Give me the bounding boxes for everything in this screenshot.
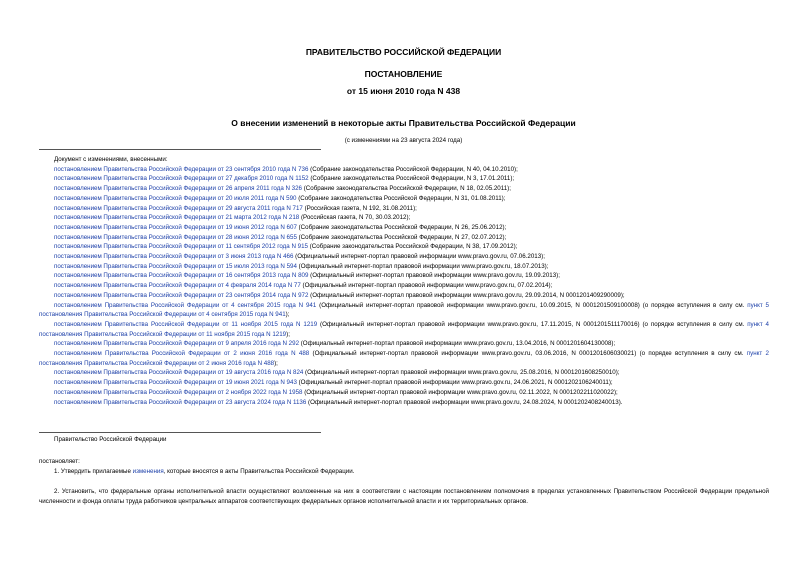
publication-note: (Российская газета, N 192, 31.08.2011); bbox=[302, 204, 417, 212]
document-revision-note: (с изменениями на 23 августа 2024 года) bbox=[344, 137, 463, 144]
publication-note: (Собрание законодательства Российской Федерации, N 38, 17.09.2012); bbox=[307, 243, 518, 251]
entry-tail: ); bbox=[285, 311, 290, 319]
change-entry bbox=[39, 252, 769, 262]
change-entry bbox=[39, 233, 769, 243]
amending-decree-link[interactable]: постановлением Правительства Российской Федерации от 27 декабря 2010 года N 1152 bbox=[54, 175, 309, 183]
amending-decree-link[interactable]: постановлением Правительства Российской Федерации от 4 сентября 2015 года N 941 bbox=[54, 301, 317, 309]
change-entry bbox=[39, 339, 769, 349]
publication-note: (Российская газета, N 70, 30.03.2012); bbox=[299, 214, 411, 222]
amending-decree-link[interactable]: постановлением Правительства Российской Федерации от 20 июля 2011 года N 590 bbox=[54, 194, 297, 202]
amending-decree-link[interactable]: постановлением Правительства Российской Федерации от 23 сентября 2014 года N 972 bbox=[54, 291, 309, 299]
publication-note: (Официальный интернет-портал правовой информации www.pravo.gov.ru, 24.06.2021, N 0001202106240011); bbox=[296, 379, 613, 387]
change-entry bbox=[39, 320, 769, 339]
publication-note: (Собрание законодательства Российской Федерации, N 31, 01.08.2011); bbox=[296, 194, 506, 202]
amending-decree-link[interactable]: постановлением Правительства Российской Федерации от 9 апреля 2016 года N 292 bbox=[54, 340, 300, 348]
paragraph-1-post: , которые вносятся в акты Правительства Российской Федерации. bbox=[163, 468, 355, 475]
change-entry bbox=[39, 262, 769, 272]
publication-note: (Собрание законодательства Российской Федерации, N 26, 25.06.2012); bbox=[296, 223, 507, 231]
entry-tail: ); bbox=[286, 330, 290, 338]
change-entry bbox=[39, 242, 769, 252]
paragraph-1-pre: 1. Утвердить прилагаемые bbox=[54, 468, 133, 475]
publication-note: (Официальный интернет-портал правовой информации www.pravo.gov.ru, 02.11.2022, N 0001202211020022); bbox=[302, 388, 618, 396]
change-entry bbox=[39, 213, 769, 223]
effective-date-link[interactable]: пункт 4 постановления Правительства Российской Федерации от 11 ноября 2015 года N 1219 bbox=[39, 320, 769, 338]
amending-decree-link[interactable]: постановлением Правительства Российской Федерации от 26 апреля 2011 года N 326 bbox=[54, 185, 302, 193]
change-entry bbox=[39, 388, 769, 398]
change-entry bbox=[39, 368, 769, 378]
change-history-list bbox=[39, 165, 769, 408]
change-entry bbox=[39, 398, 769, 408]
change-entry bbox=[39, 223, 769, 233]
top-divider bbox=[39, 149, 321, 150]
amending-decree-link[interactable]: постановлением Правительства Российской Федерации от 19 июня 2012 года N 607 bbox=[54, 223, 297, 231]
publication-note: (Собрание законодательства Российской Федерации, N 27, 02.07.2012); bbox=[296, 233, 507, 241]
publication-note: (Официальный интернет-портал правовой информации www.pravo.gov.ru, 13.04.2016, N 0001201604130008); bbox=[299, 340, 616, 348]
amending-decree-link[interactable]: постановлением Правительства Российской Федерации от 29 августа 2011 года N 717 bbox=[54, 204, 303, 212]
amending-decree-link[interactable]: постановлением Правительства Российской Федерации от 2 ноября 2022 года N 1958 bbox=[54, 388, 303, 396]
changes-link[interactable]: изменения bbox=[132, 468, 164, 475]
amending-decree-link[interactable]: постановлением Правительства Российской Федерации от 15 июля 2013 года N 594 bbox=[54, 262, 297, 270]
change-entry bbox=[39, 301, 769, 320]
bottom-divider bbox=[39, 432, 321, 433]
publication-note: (Собрание законодательства Российской Федерации, N 18, 02.05.2011); bbox=[302, 185, 511, 193]
change-entry bbox=[39, 184, 769, 194]
document-title: О внесении изменений в некоторые акты Правительства Российской Федерации bbox=[231, 118, 576, 128]
publication-note: (Официальный интернет-портал правовой информации www.pravo.gov.ru, 17.11.2015, N 0001201511170016) (о порядке вступления в силу см. bbox=[317, 320, 748, 328]
effective-date-link[interactable]: пункт 2 постановления Правительства Российской Федерации от 2 июня 2016 года N 488 bbox=[39, 350, 769, 367]
publication-note: (Собрание законодательства Российской Федерации, N 3, 17.01.2011); bbox=[308, 175, 515, 183]
decree-word: постановляет: bbox=[39, 458, 80, 465]
publication-note: (Официальный интернет-портал правовой информации www.pravo.gov.ru, 25.08.2016, N 0001201608250010); bbox=[303, 369, 620, 377]
amending-decree-link[interactable]: постановлением Правительства Российской Федерации от 19 августа 2016 года N 824 bbox=[54, 369, 304, 377]
amending-decree-link[interactable]: постановлением Правительства Российской Федерации от 3 июня 2013 года N 466 bbox=[54, 253, 294, 261]
amending-decree-link[interactable]: постановлением Правительства Российской Федерации от 11 сентября 2012 года N 915 bbox=[54, 243, 308, 251]
publication-note: (Официальный интернет-портал правовой информации www.pravo.gov.ru, 19.09.2013); bbox=[308, 272, 560, 280]
amending-decree-link[interactable]: постановлением Правительства Российской Федерации от 21 марта 2012 года N 218 bbox=[54, 214, 300, 222]
paragraph-2: 2. Установить, что федеральные органы исполнительной власти осуществляют возложенные на них в соответствии с настоящим постановлением полномочия в пределах установленных Правительством Российской Федерации предельной численности и фонда оплаты труда работников центральных аппаратов соответствующих федеральных органов исполнительной власти и их территориальных органов. bbox=[39, 488, 769, 505]
publication-note: (Официальный интернет-портал правовой информации www.pravo.gov.ru, 18.07.2013); bbox=[296, 262, 549, 270]
publication-note: (Официальный интернет-портал правовой информации www.pravo.gov.ru, 10.09.2015, N 0001201509100008) (о порядке вступления в силу см. bbox=[316, 301, 748, 309]
amending-decree-link[interactable]: постановлением Правительства Российской Федерации от 28 июня 2012 года N 655 bbox=[54, 233, 297, 241]
change-entry bbox=[39, 349, 769, 368]
change-entry bbox=[39, 378, 769, 388]
change-entry bbox=[39, 204, 769, 214]
change-entry bbox=[39, 271, 769, 281]
change-entry bbox=[39, 174, 769, 184]
change-entry bbox=[39, 194, 769, 204]
amending-decree-link[interactable]: постановлением Правительства Российской Федерации от 11 ноября 2015 года N 1219 bbox=[54, 320, 318, 328]
change-entry bbox=[39, 281, 769, 291]
effective-date-link[interactable]: пункт 5 постановления Правительства Российской Федерации от 4 сентября 2015 года N 941 bbox=[39, 301, 770, 319]
publication-note: (Официальный интернет-портал правовой информации www.pravo.gov.ru, 29.09.2014, N 0001201409290009); bbox=[308, 291, 625, 299]
publication-note: (Официальный интернет-портал правовой информации www.pravo.gov.ru, 07.06.2013); bbox=[293, 253, 545, 261]
issuer-name: Правительство Российской Федерации bbox=[54, 436, 167, 443]
publication-note: (Официальный интернет-портал правовой информации www.pravo.gov.ru, 24.08.2024, N 0001202408240013). bbox=[306, 398, 623, 406]
change-entry bbox=[39, 165, 769, 175]
publication-note: (Официальный интернет-портал правовой информации www.pravo.gov.ru, 03.06.2016, N 0001201606030021) (о порядке вступления в силу см. bbox=[309, 350, 747, 358]
change-history-block bbox=[39, 155, 769, 407]
entry-tail: ); bbox=[274, 359, 278, 367]
paragraph-1 bbox=[39, 467, 769, 477]
publication-note: (Собрание законодательства Российской Федерации, N 40, 04.10.2010); bbox=[308, 165, 518, 173]
issuing-authority: ПРАВИТЕЛЬСТВО РОССИЙСКОЙ ФЕДЕРАЦИИ bbox=[305, 47, 502, 57]
document-date-number: от 15 июня 2010 года N 438 bbox=[346, 86, 461, 96]
amending-decree-link[interactable]: постановлением Правительства Российской Федерации от 2 июня 2016 года N 488 bbox=[54, 350, 310, 358]
amending-decree-link[interactable]: постановлением Правительства Российской Федерации от 19 июня 2021 года N 943 bbox=[54, 379, 297, 387]
amending-decree-link[interactable]: постановлением Правительства Российской Федерации от 23 сентября 2010 года N 736 bbox=[54, 165, 309, 173]
change-history-intro: Документ с изменениями, внесенными: bbox=[54, 156, 168, 163]
amending-decree-link[interactable]: постановлением Правительства Российской Федерации от 4 февраля 2014 года N 77 bbox=[54, 282, 301, 290]
amending-decree-link[interactable]: постановлением Правительства Российской Федерации от 16 сентября 2013 года N 809 bbox=[54, 272, 309, 280]
change-entry bbox=[39, 291, 769, 301]
document-type: ПОСТАНОВЛЕНИЕ bbox=[364, 69, 443, 79]
publication-note: (Официальный интернет-портал правовой информации www.pravo.gov.ru, 07.02.2014); bbox=[300, 282, 553, 290]
amending-decree-link[interactable]: постановлением Правительства Российской Федерации от 23 августа 2024 года N 1136 bbox=[54, 398, 307, 406]
